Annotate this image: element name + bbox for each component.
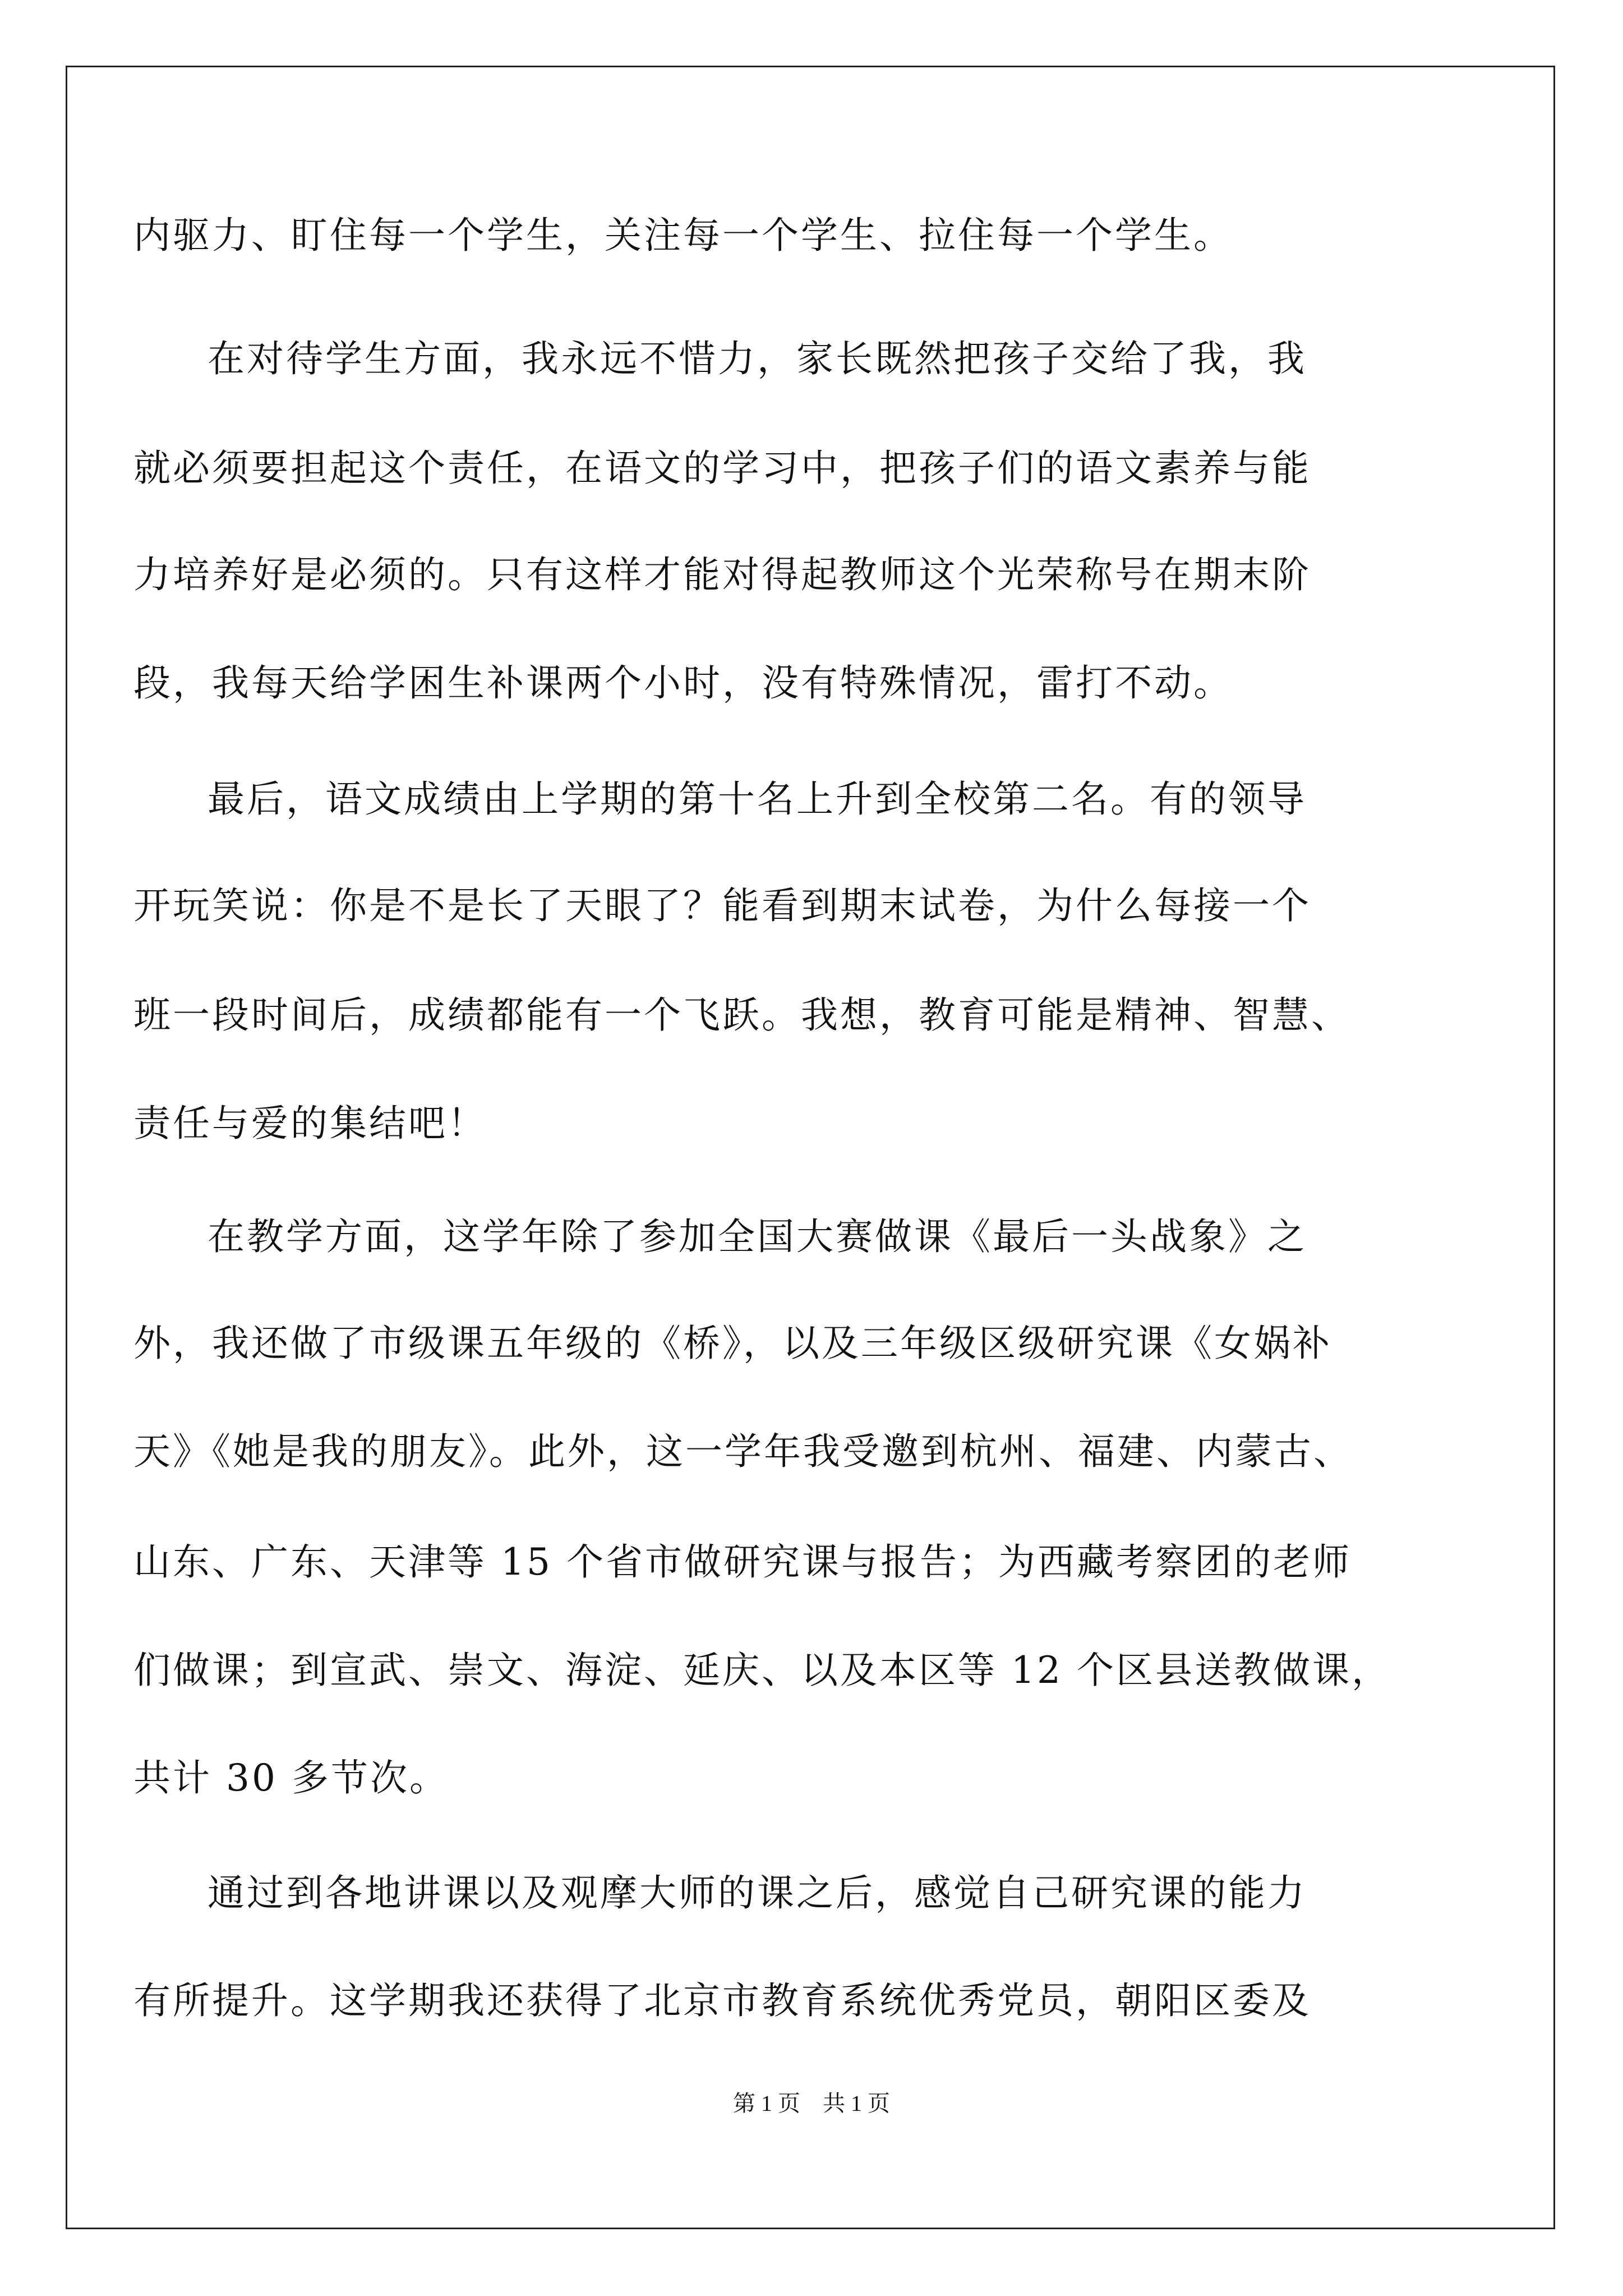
page-number-footer: 第 1 页 共 1 页: [733, 2091, 890, 2116]
text-line: 外，我还做了市级课五年级的《桥》，以及三年级区级研究课《女娲补: [133, 1322, 1332, 1365]
text-line: 班一段时间后，成绩都能有一个飞跃。我想，教育可能是精神、智慧、: [133, 993, 1350, 1037]
text-line: 内驱力、盯住每一个学生，关注每一个学生、拉住每一个学生。: [133, 214, 1233, 257]
text-line: 在对待学生方面，我永远不惜力，家长既然把孩子交给了我，我: [208, 337, 1307, 380]
text-line: 力培养好是必须的。只有这样才能对得起教师这个光荣称号在期末阶: [133, 553, 1311, 596]
text-line: 开玩笑说：你是不是长了天眼了？能看到期末试卷，为什么每接一个: [133, 884, 1311, 927]
text-line: 有所提升。这学期我还获得了北京市教育系统优秀党员，朝阳区委及: [133, 1979, 1311, 2022]
text-line: 共计 30 多节次。: [133, 1756, 449, 1800]
text-line: 天》《她是我的朋友》。此外，这一学年我受邀到杭州、福建、内蒙古、: [133, 1430, 1353, 1473]
text-line: 们做课；到宣武、崇文、海淀、延庆、以及本区等 12 个区县送教做课，: [133, 1649, 1391, 1692]
text-line: 段，我每天给学困生补课两个小时，没有特殊情况，雷打不动。: [133, 661, 1233, 705]
text-line: 在教学方面，这学年除了参加全国大赛做课《最后一头战象》之: [208, 1215, 1307, 1258]
text-line: 最后，语文成绩由上学期的第十名上升到全校第二名。有的领导: [208, 777, 1307, 821]
text-line: 山东、广东、天津等 15 个省市做研究课与报告；为西藏考察团的老师: [133, 1540, 1352, 1584]
text-line: 就必须要担起这个责任，在语文的学习中，把孩子们的语文素养与能: [133, 447, 1311, 490]
text-line: 责任与爱的集结吧！: [133, 1102, 487, 1145]
text-line: 通过到各地讲课以及观摩大师的课之后，感觉自己研究课的能力: [208, 1871, 1307, 1915]
